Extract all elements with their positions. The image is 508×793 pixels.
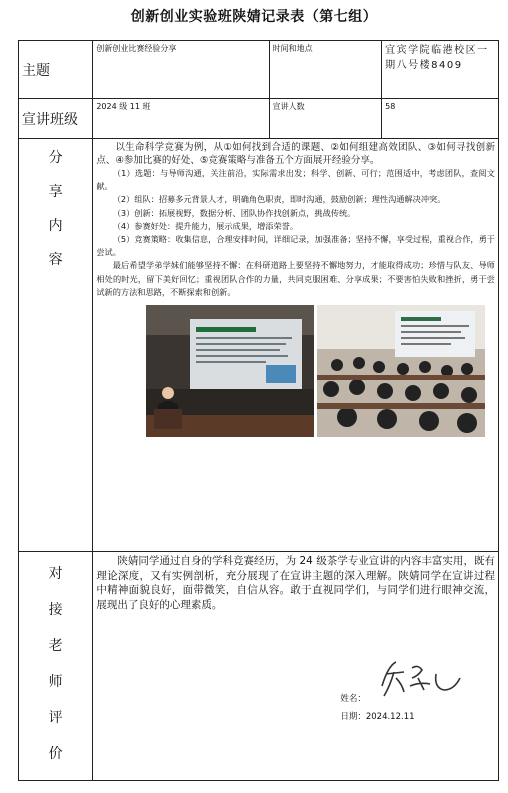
theme-row xyxy=(19,41,499,99)
signature-block xyxy=(340,674,495,704)
name-label: 姓名： xyxy=(340,694,366,704)
time-place-value: 宜宾学院临港校区一期八号楼8409 xyxy=(382,41,499,99)
share-label-char: 享 xyxy=(48,184,63,200)
theme-label: 主题 xyxy=(19,41,93,99)
date-block xyxy=(340,710,495,725)
photo-row xyxy=(146,305,495,437)
class-value: 2024 级 11 班 xyxy=(93,99,269,139)
share-row xyxy=(19,139,499,552)
eval-label-char: 接 xyxy=(48,602,63,618)
handwritten-signature xyxy=(374,656,466,700)
share-label xyxy=(19,139,93,552)
eval-text: 陕婧同学通过自身的学科竞赛经历，为 24 级茶学专业宣讲的内容丰富实用，既有理论深度，又有实例剖析，充分展现了在宣讲主题的深入理解。陕婧同学在宣讲过程中精神面貌良好，面带微笑，自信从容。敢于直视同学们，与同学们进行眼神交流，展现出了良好的心理素质。 xyxy=(96,555,495,611)
share-label-char: 内 xyxy=(48,218,63,234)
share-label-char: 容 xyxy=(48,252,63,268)
count-value: 58 xyxy=(382,99,499,139)
class-label: 宣讲班级 xyxy=(19,99,93,139)
share-label-char: 分 xyxy=(48,150,63,166)
date-value: 2024.12.11 xyxy=(365,712,415,722)
record-table xyxy=(18,40,499,781)
share-closing: 最后希望学弟学妹们能够坚持不懈：在科研道路上要坚持不懈地努力，才能取得成功；珍惜与队友、导师相处的时光，留下美好回忆；重视团队合作的力量，共同克服困难、分享成果；不要害怕失败和挫折，勇于尝试新的方法和思路，不断探索和创新。 xyxy=(96,260,495,297)
eval-label-char: 对 xyxy=(48,566,63,582)
share-point-1: （1）选题：与导师沟通，关注前沿，实际需求出发；科学、创新、可行；范围适中，考虑团队，查阅文献。 xyxy=(96,168,495,192)
share-point-4: （4）参赛好处：提升能力，展示成果，增添荣誉。 xyxy=(112,220,299,231)
class-row xyxy=(19,99,499,139)
eval-label-char: 师 xyxy=(48,674,63,690)
eval-label-char: 价 xyxy=(48,746,63,762)
lecture-photo-audience xyxy=(317,305,485,437)
time-place-label: 时间和地点 xyxy=(269,41,382,99)
date-label: 日期： xyxy=(340,712,366,722)
share-content xyxy=(93,139,499,552)
page-title: 创新创业实验班陕婧记录表（第七组） xyxy=(130,9,378,25)
eval-label-char: 评 xyxy=(48,710,63,726)
share-point-5: （5）竞赛策略：收集信息，合理安排时间，详细记录，加强准备；坚持不懈，享受过程，重视合作，勇于尝试。 xyxy=(96,234,495,258)
share-intro: 以生命科学竞赛为例，从①如何找到合适的课题、②如何组建高效团队、③如何寻找创新点、④参加比赛的好处、⑤竞赛策略与准备五个方面展开经验分享。 xyxy=(96,142,495,166)
lecture-photo-speaker xyxy=(146,305,314,437)
count-label: 宣讲人数 xyxy=(269,99,382,139)
eval-content xyxy=(93,552,499,781)
eval-label-char: 老 xyxy=(48,638,63,654)
eval-label xyxy=(19,552,93,781)
share-point-2: （2）组队：招募多元背景人才，明确角色职责，即时沟通，鼓励创新；理性沟通解决冲突。 xyxy=(112,194,446,205)
theme-value: 创新创业比赛经验分享 xyxy=(93,41,269,99)
eval-row xyxy=(19,552,499,781)
share-point-3: （3）创新：拓展视野，数据分析、团队协作找创新点，挑战传统。 xyxy=(112,207,356,218)
